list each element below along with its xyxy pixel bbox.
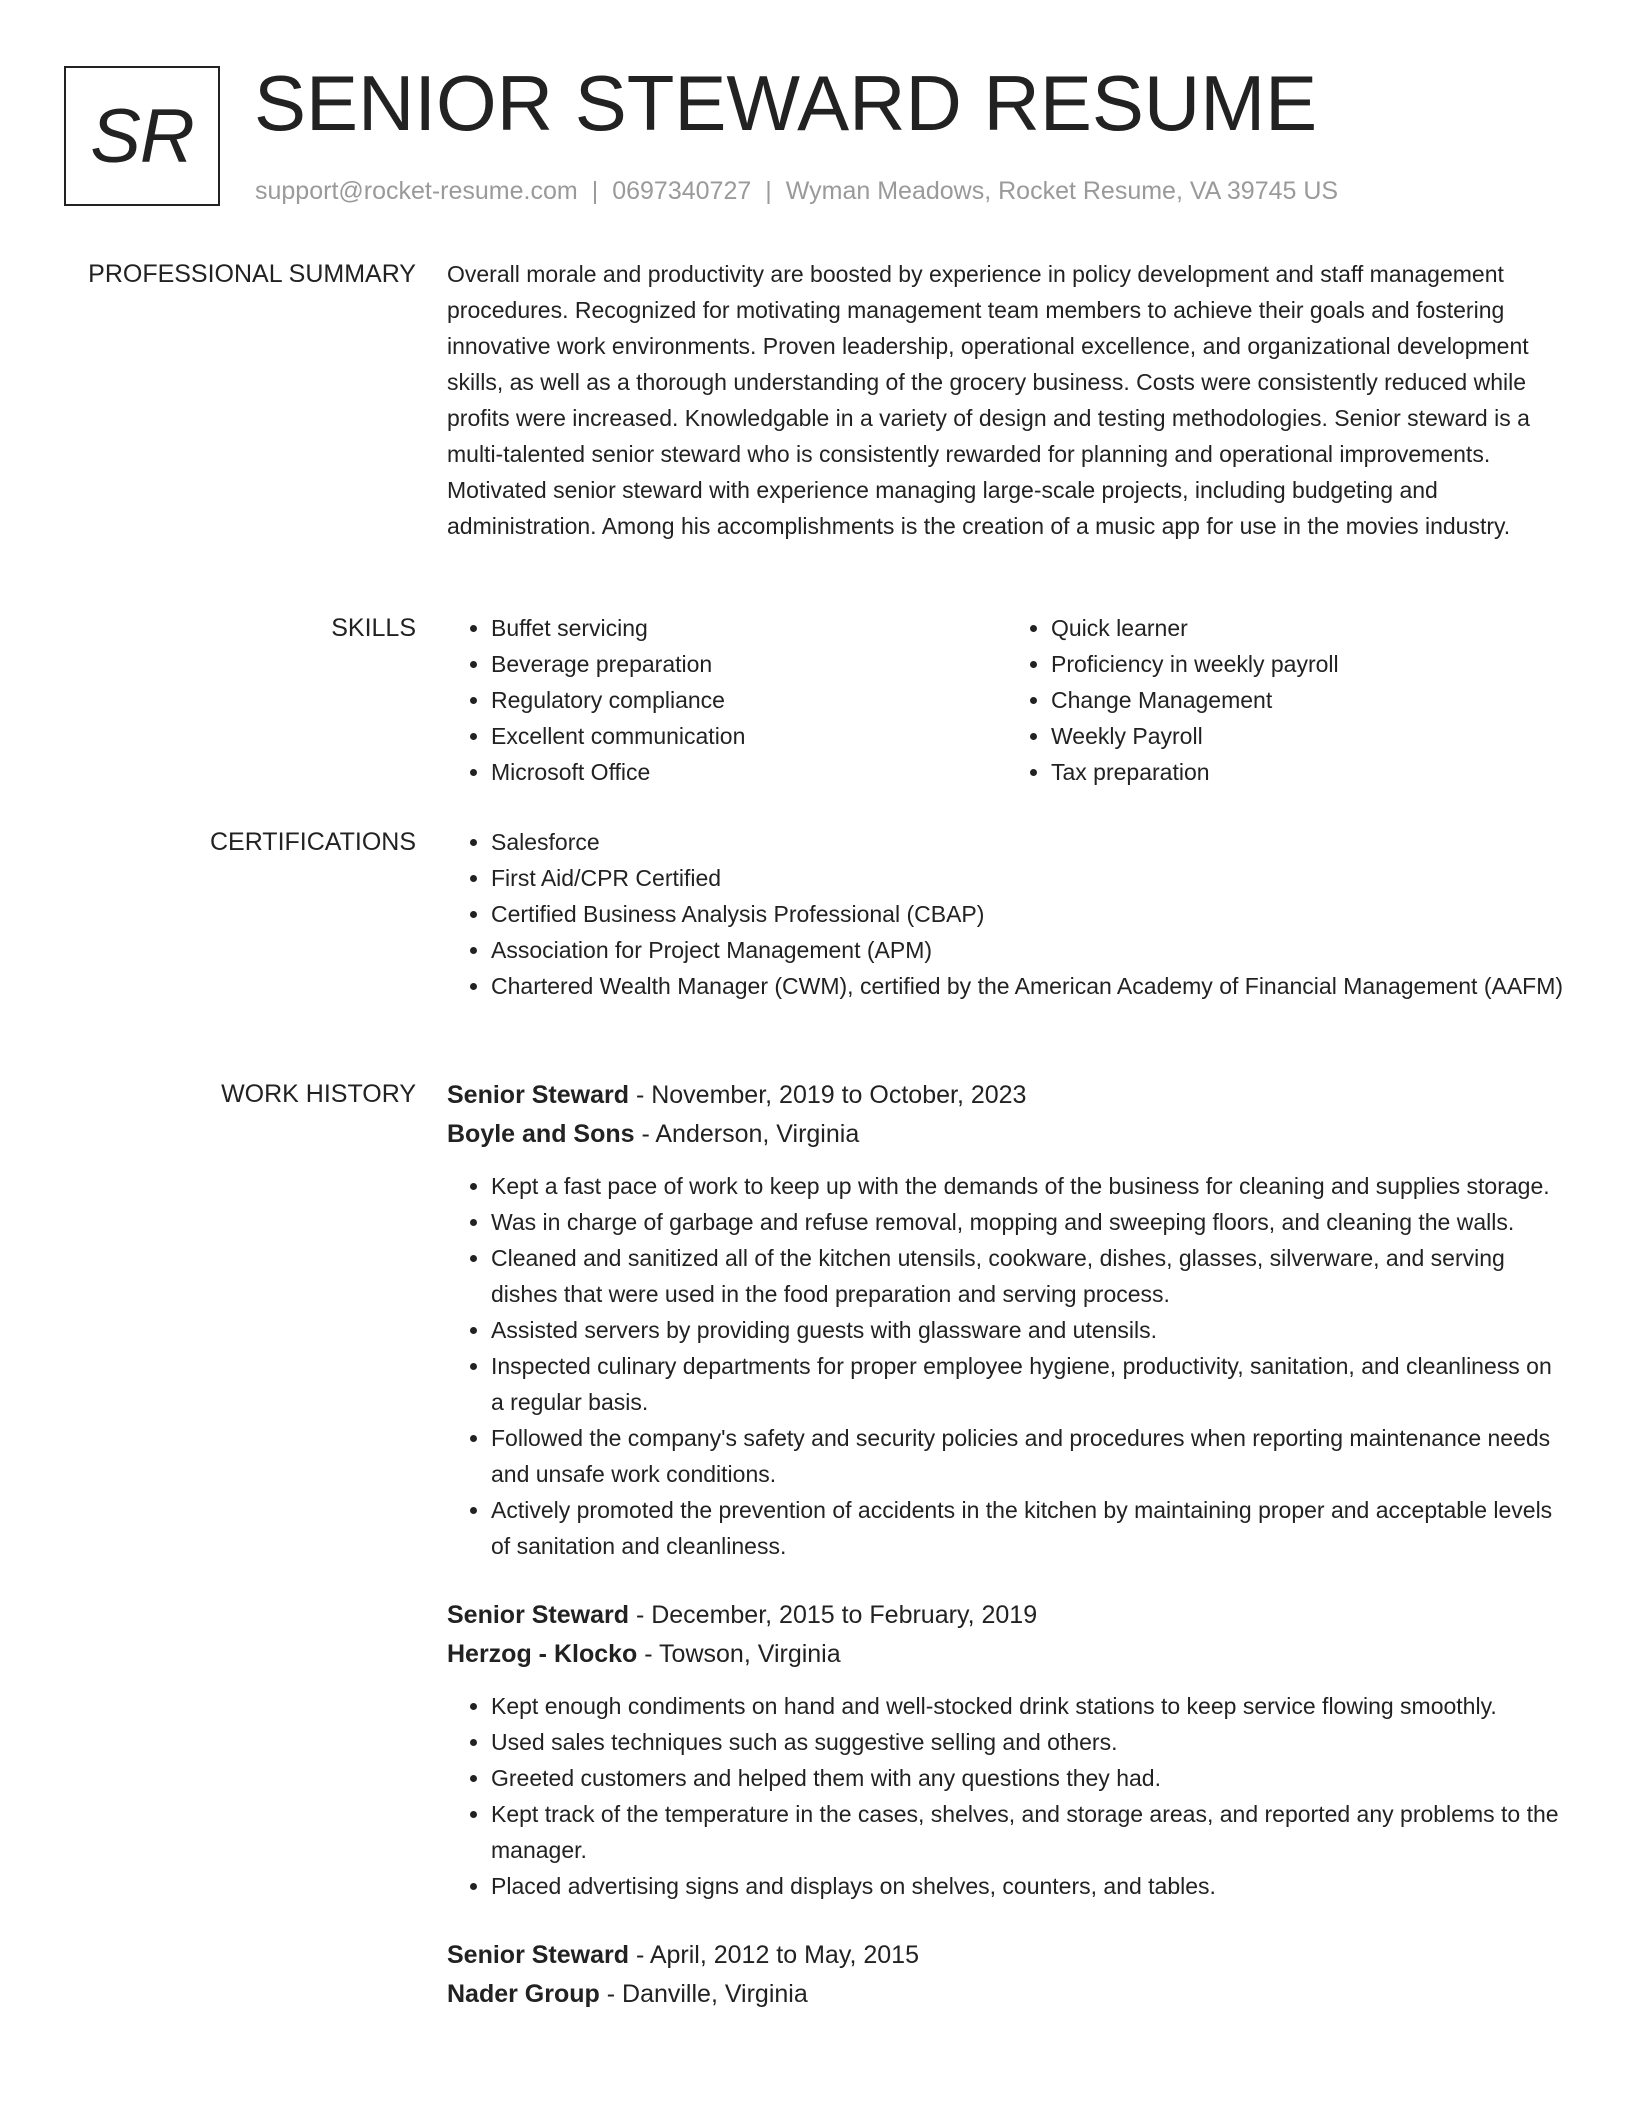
job-title: Senior Steward: [447, 1941, 629, 1969]
job-title: Senior Steward: [447, 1081, 629, 1109]
job-location: - Anderson, Virginia: [634, 1120, 860, 1148]
job-bullet: • Kept track of the temperature in the cases, shelves, and storage areas, and reported any problems to the manager.: [491, 1796, 1567, 1868]
job-bullet: • Placed advertising signs and displays on shelves, counters, and tables.: [491, 1868, 1567, 1904]
work-history-body: [447, 1076, 1567, 2046]
job-entry: [447, 1076, 1567, 1564]
job-company: Nader Group: [447, 1980, 600, 2008]
skill-item: • Beverage preparation: [491, 646, 1007, 682]
certification-item: • Salesforce: [491, 824, 1567, 860]
section-label-summary: PROFESSIONAL SUMMARY: [88, 260, 416, 288]
contact-separator: |: [591, 177, 599, 205]
job-bullet: • Followed the company's safety and security policies and procedures when reporting maintenance needs and unsafe work conditions.: [491, 1420, 1567, 1492]
job-dates: - December, 2015 to February, 2019: [629, 1601, 1038, 1629]
job-entry: [447, 1936, 1567, 2014]
certification-item: • Association for Project Management (APM): [491, 932, 1567, 968]
job-bullet: • Kept enough condiments on hand and well-stocked drink stations to keep service flowing smoothly.: [491, 1688, 1567, 1724]
job-title-line: [447, 1076, 1567, 1115]
job-location: - Towson, Virginia: [637, 1640, 841, 1668]
certification-item: • Certified Business Analysis Professional (CBAP): [491, 896, 1567, 932]
contact-line: [255, 174, 1338, 208]
skills-list-left: [447, 610, 1007, 790]
certifications-list: [447, 824, 1567, 1004]
contact-email: support@rocket-resume.com: [255, 177, 578, 205]
job-entry: [447, 1596, 1567, 1904]
job-bullet: • Cleaned and sanitized all of the kitchen utensils, cookware, dishes, glasses, silverware, and serving dishes that were used in the food preparation and serving process.: [491, 1240, 1567, 1312]
certifications-body: [447, 824, 1567, 1004]
summary-body: [447, 256, 1559, 544]
skill-item: • Excellent communication: [491, 718, 1007, 754]
contact-phone: 0697340727: [612, 177, 752, 205]
section-label-work-history: WORK HISTORY: [221, 1080, 416, 1108]
job-bullet: • Actively promoted the prevention of accidents in the kitchen by maintaining proper and acceptable levels of sanitation and cleanliness.: [491, 1492, 1567, 1564]
job-dates: - November, 2019 to October, 2023: [629, 1081, 1027, 1109]
job-company-line: [447, 1975, 1567, 2014]
skill-item: • Proficiency in weekly payroll: [1051, 646, 1567, 682]
job-bullet: • Inspected culinary departments for proper employee hygiene, productivity, sanitation, and cleanliness on a regular basis.: [491, 1348, 1567, 1420]
contact-separator: |: [765, 177, 772, 205]
job-company: Boyle and Sons: [447, 1120, 635, 1148]
resume-title: SENIOR STEWARD RESUME: [254, 59, 1318, 147]
skill-item: • Regulatory compliance: [491, 682, 1007, 718]
section-label-certifications: CERTIFICATIONS: [209, 828, 416, 856]
job-bullet: • Was in charge of garbage and refuse removal, mopping and sweeping floors, and cleaning the walls.: [491, 1204, 1567, 1240]
job-bullet: • Used sales techniques such as suggestive selling and others.: [491, 1724, 1567, 1760]
job-company-line: [447, 1115, 1567, 1154]
skills-list-right: [1007, 610, 1567, 790]
job-title: Senior Steward: [447, 1601, 629, 1629]
job-bullets: [447, 1688, 1567, 1904]
job-company-line: [447, 1635, 1567, 1674]
skill-item: • Tax preparation: [1051, 754, 1567, 790]
job-bullet: • Greeted customers and helped them with any questions they had.: [491, 1760, 1567, 1796]
monogram-badge: [64, 66, 220, 206]
job-title-line: [447, 1936, 1567, 1975]
skill-item: • Change Management: [1051, 682, 1567, 718]
contact-address: Wyman Meadows, Rocket Resume, VA 39745 US: [785, 177, 1339, 205]
job-dates: - April, 2012 to May, 2015: [629, 1941, 919, 1969]
summary-text: Overall morale and productivity are boosted by experience in policy development and staff management procedures. Recognized for motivating management team members to achieve their goals and fostering innovative work environments. Proven leadership, operational excellence, and organizational development skills, as well as a thorough understanding of the grocery business. Costs were consistently reduced while profits were increased. Knowledgable in a variety of design and testing methodologies. Senior steward is a multi-talented senior steward who is consistently rewarded for planning and operational improvements. Motivated senior steward with experience managing large-scale projects, including budgeting and administration. Among his accomplishments is the creation of a music app for use in the movies industry.: [447, 261, 1530, 539]
job-bullet: • Kept a fast pace of work to keep up with the demands of the business for cleaning and supplies storage.: [491, 1168, 1567, 1204]
certification-item: • First Aid/CPR Certified: [491, 860, 1567, 896]
skill-item: • Quick learner: [1051, 610, 1567, 646]
section-label-skills: SKILLS: [331, 614, 416, 642]
certification-item: • Chartered Wealth Manager (CWM), certified by the American Academy of Financial Management (AAFM): [491, 968, 1567, 1004]
job-bullets: [447, 1168, 1567, 1564]
skill-item: • Microsoft Office: [491, 754, 1007, 790]
skills-body: [447, 610, 1567, 790]
skill-item: • Weekly Payroll: [1051, 718, 1567, 754]
job-title-line: [447, 1596, 1567, 1635]
skill-item: • Buffet servicing: [491, 610, 1007, 646]
monogram-text: SR: [90, 93, 194, 179]
job-company: Herzog - Klocko: [447, 1640, 638, 1668]
job-bullet: • Assisted servers by providing guests with glassware and utensils.: [491, 1312, 1567, 1348]
job-location: - Danville, Virginia: [599, 1980, 808, 2008]
